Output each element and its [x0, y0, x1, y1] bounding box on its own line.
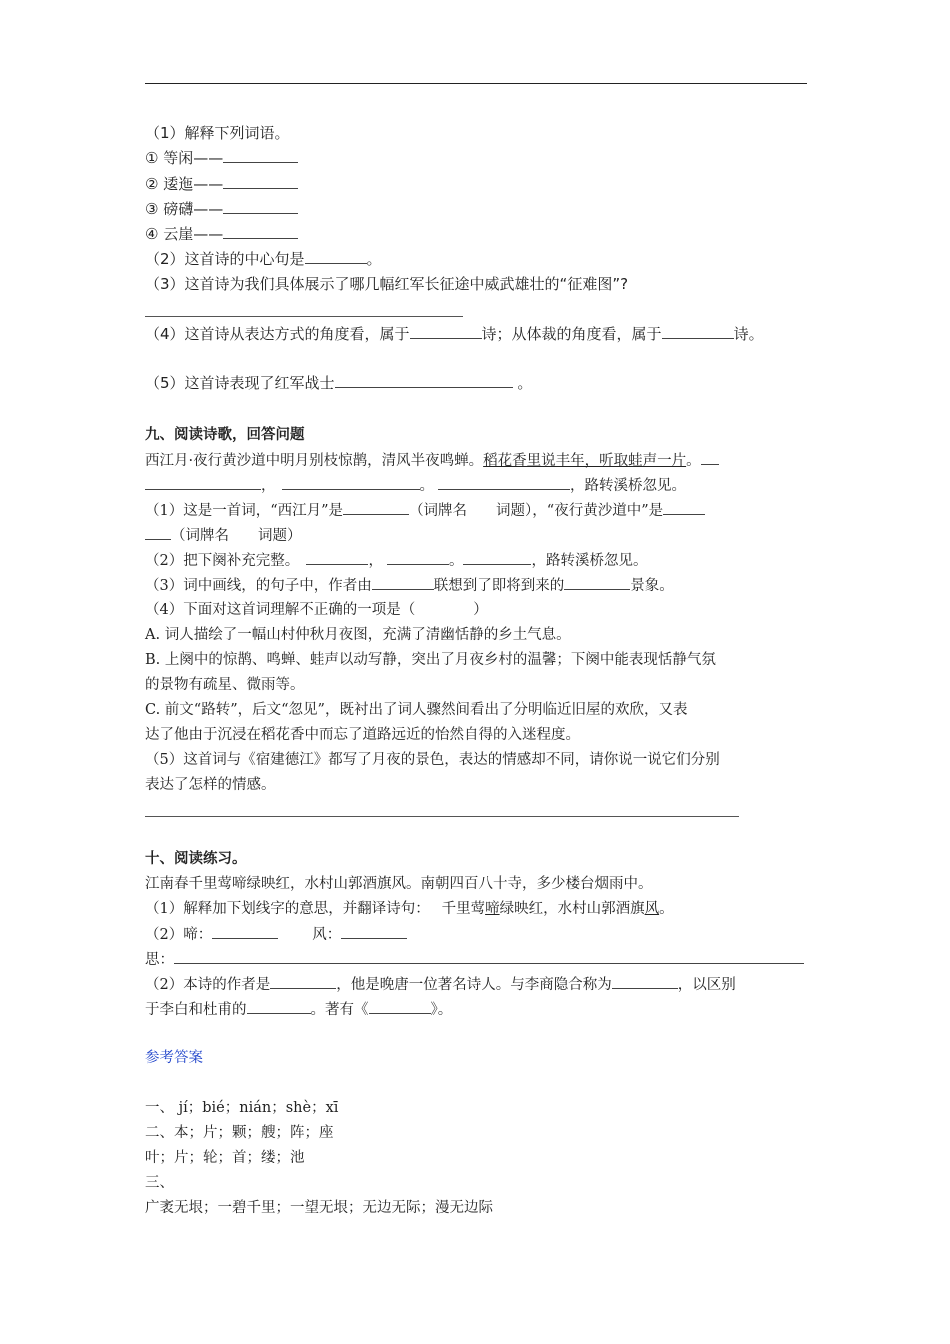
answer-line[interactable] — [145, 316, 463, 317]
q10-sub3: （2）本诗的作者是 ，他是晚唐一位著名诗人。与李商隐合称为 ，以区别 — [145, 973, 736, 996]
q8-part4: （4）这首诗从表达方式的角度看，属于 诗；从体裁的角度看，属于 诗。 — [145, 325, 764, 343]
q10-sub2: （2）啼： 风： — [145, 923, 407, 946]
answer-blank[interactable] — [223, 198, 298, 214]
q10-sub2-think: 思： — [145, 948, 804, 971]
answers-title[interactable]: 参考答案 — [145, 1050, 203, 1066]
q9-title: 九、阅读诗歌，回答问题 — [145, 426, 305, 443]
q9-sub1: （1）这是一首词，“西江月”是 （词牌名 词题），“夜行黄沙道中”是 — [145, 499, 705, 522]
answer-blank[interactable] — [247, 998, 311, 1014]
answer-blank[interactable] — [282, 474, 420, 490]
q9-option-c: C. 前文“路转”，后文“忽见”，既衬出了词人骤然间看出了分明临近旧屋的欢欣，又表 — [145, 702, 688, 718]
q9-poem: 西江月·夜行黄沙道中明月别枝惊鹊，清风半夜鸣蝉。稻花香里说丰年，听取蛙声一片。 — [145, 449, 719, 472]
answer-blank[interactable] — [387, 549, 449, 565]
answer-blank[interactable] — [223, 147, 298, 163]
q8-word3: ③ 磅礴—— — [145, 198, 298, 220]
q9-poem-blanks: ， 。 ，路转溪桥忽见。 — [145, 474, 686, 497]
answer-1: 一、 jí；bié；nián；shè；xī — [145, 1100, 339, 1116]
q8-part3: （3）这首诗为我们具体展示了哪几幅红军长征途中威武雄壮的“征难图”? — [145, 275, 629, 293]
answer-blank[interactable] — [612, 973, 678, 989]
answer-blank[interactable] — [223, 173, 298, 189]
q9-sub3: （3）词中画线，的句子中，作者由 联想到了即将到来的 景象。 — [145, 574, 674, 597]
q9-sub1-cont: （词牌名 词题） — [145, 524, 302, 547]
q10-poem: 江南春千里莺啼绿映红，水村山郭酒旗风。南朝四百八十寺，多少楼台烟雨中。 — [145, 876, 653, 892]
answer-3: 三、 — [145, 1175, 174, 1191]
q8-word2: ② 逶迤—— — [145, 173, 298, 195]
answer-2-cont: 叶；片；轮；首；缕；池 — [145, 1150, 305, 1166]
q9-option-b: B. 上阕中的惊鹊、鸣蝉、蛙声以动写静，突出了月夜乡村的温馨；下阕中能表现恬静气氛 — [145, 652, 716, 668]
answer-blank[interactable] — [212, 923, 278, 939]
q8-part1: （1）解释下列词语。 — [145, 124, 290, 142]
q10-sub3-cont: 于李白和杜甫的 。著有《 》。 — [145, 998, 452, 1021]
answer-line[interactable] — [145, 816, 739, 817]
answer-blank[interactable] — [564, 574, 630, 590]
q9-option-b-cont: 的景物有疏星、微雨等。 — [145, 677, 305, 693]
answer-blank[interactable] — [343, 499, 409, 515]
answer-3-cont: 广袤无垠；一碧千里；一望无垠；无边无际；漫无边际 — [145, 1200, 493, 1216]
q10-sub1: （1）解释加下划线字的意思，并翻译诗句： 千里莺啼绿映红，水村山郭酒旗风。 — [145, 901, 674, 917]
answer-blank[interactable] — [335, 372, 513, 388]
q9-option-c-cont: 达了他由于沉浸在稻花香中而忘了道路远近的怡然自得的入迷程度。 — [145, 727, 580, 743]
answer-2: 二、本；片；颗；艘；阵；座 — [145, 1125, 334, 1141]
q10-title: 十、阅读练习。 — [145, 850, 247, 867]
answer-blank[interactable] — [663, 499, 705, 515]
answer-blank[interactable] — [701, 449, 719, 465]
answer-blank[interactable] — [145, 474, 261, 490]
answer-blank[interactable] — [306, 549, 368, 565]
answer-blank[interactable] — [223, 223, 298, 239]
answer-blank[interactable] — [662, 323, 734, 339]
q8-word1: ① 等闲—— — [145, 147, 298, 169]
answer-blank[interactable] — [145, 524, 171, 540]
q9-sub5: （5）这首词与《宿建德江》都写了月夜的景色，表达的情感却不同，请你说一说它们分别 — [145, 752, 720, 768]
answer-blank[interactable] — [410, 323, 482, 339]
answer-blank[interactable] — [305, 248, 367, 264]
q9-sub5-cont: 表达了怎样的情感。 — [145, 777, 276, 793]
q9-sub2: （2）把下阕补充完整。 ， 。 ，路转溪桥忽见。 — [145, 549, 647, 572]
q8-part5: （5）这首诗表现了红军战士 。 — [145, 374, 533, 392]
header-rule — [145, 83, 807, 84]
answer-blank[interactable] — [372, 574, 434, 590]
answer-blank[interactable] — [438, 474, 570, 490]
q8-part2: （2）这首诗的中心句是 。 — [145, 250, 382, 268]
q8-word4: ④ 云崖—— — [145, 223, 298, 245]
answer-blank[interactable] — [174, 948, 804, 964]
answer-blank[interactable] — [270, 973, 336, 989]
answer-blank[interactable] — [341, 923, 407, 939]
answer-blank[interactable] — [463, 549, 531, 565]
q9-sub4: （4）下面对这首词理解不正确的一项是（ ） — [145, 602, 488, 618]
q9-option-a: A. 词人描绘了一幅山村仲秋月夜图，充满了清幽恬静的乡土气息。 — [145, 627, 571, 643]
answer-blank[interactable] — [369, 998, 431, 1014]
